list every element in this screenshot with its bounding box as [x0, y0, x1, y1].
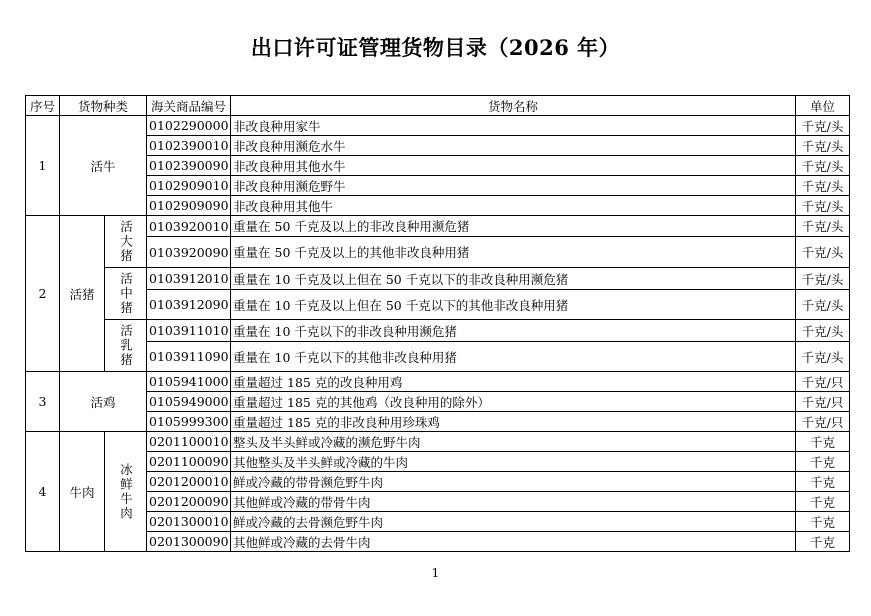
page-number: 1 [431, 566, 440, 580]
unit: 千克/头 [796, 116, 850, 136]
hs-code: 0103911010 [147, 320, 231, 342]
hs-code: 0103911090 [147, 342, 231, 372]
table-row [26, 412, 850, 432]
unit: 千克 [796, 472, 850, 492]
group-category: 活猪 [60, 216, 105, 372]
subgroup-label: 冰鲜牛肉 [105, 432, 147, 552]
hs-code: 0102390010 [147, 136, 231, 156]
table-row [26, 472, 850, 492]
page-title: 出口许可证管理货物目录（2026 年） [250, 35, 621, 60]
hs-code: 0201200010 [147, 472, 231, 492]
table-row [26, 512, 850, 532]
table-row [26, 372, 850, 392]
header-unit: 单位 [796, 96, 850, 116]
subgroup-label: 活中猪 [105, 268, 147, 320]
table-row [26, 432, 850, 452]
unit: 千克/头 [796, 176, 850, 196]
unit: 千克/头 [796, 268, 850, 290]
unit: 千克 [796, 492, 850, 512]
goods-name: 其他鲜或冷藏的带骨牛肉 [231, 492, 796, 512]
table-row [26, 392, 850, 412]
hs-code: 0102909090 [147, 196, 231, 216]
group-category: 牛肉 [60, 432, 105, 552]
goods-name: 重量在 10 千克以下的其他非改良种用猪 [231, 342, 796, 372]
subgroup-label: 活大猪 [105, 216, 147, 268]
goods-name: 鲜或冷藏的去骨濒危野牛肉 [231, 512, 796, 532]
hs-code: 0103912090 [147, 290, 231, 320]
group-category: 活鸡 [60, 372, 147, 432]
hs-code: 0103920090 [147, 237, 231, 268]
goods-name: 其他鲜或冷藏的去骨牛肉 [231, 532, 796, 552]
unit: 千克 [796, 532, 850, 552]
group-number: 2 [26, 216, 60, 372]
hs-code: 0201200090 [147, 492, 231, 512]
hs-code: 0201100010 [147, 432, 231, 452]
table-row [26, 176, 850, 196]
goods-name: 非改良种用家牛 [231, 116, 796, 136]
table-row [26, 268, 850, 290]
header-category: 货物种类 [60, 96, 147, 116]
goods-name: 非改良种用濒危野牛 [231, 176, 796, 196]
header-name: 货物名称 [231, 96, 796, 116]
hs-code: 0103912010 [147, 268, 231, 290]
unit: 千克/头 [796, 156, 850, 176]
goods-name: 重量在 10 千克及以上但在 50 千克以下的非改良种用濒危猪 [231, 268, 796, 290]
unit: 千克/头 [796, 237, 850, 268]
unit: 千克/头 [796, 136, 850, 156]
goods-name: 重量在 10 千克及以上但在 50 千克以下的其他非改良种用猪 [231, 290, 796, 320]
table-row [26, 532, 850, 552]
subgroup-label: 活乳猪 [105, 320, 147, 372]
hs-code: 0105949000 [147, 392, 231, 412]
unit: 千克/只 [796, 372, 850, 392]
unit: 千克/头 [796, 320, 850, 342]
goods-name: 重量在 50 千克及以上的非改良种用濒危猪 [231, 216, 796, 237]
unit: 千克/只 [796, 412, 850, 432]
table-row [26, 156, 850, 176]
group-number: 1 [26, 116, 60, 216]
goods-name: 重量在 50 千克及以上的其他非改良种用猪 [231, 237, 796, 268]
unit: 千克 [796, 432, 850, 452]
table-row [26, 237, 850, 268]
hs-code: 0102909010 [147, 176, 231, 196]
table-row [26, 320, 850, 342]
goods-name: 其他整头及半头鲜或冷藏的牛肉 [231, 452, 796, 472]
goods-name: 重量超过 185 克的非改良种用珍珠鸡 [231, 412, 796, 432]
table-row [26, 196, 850, 216]
export-license-table [25, 95, 850, 552]
goods-name: 非改良种用濒危水牛 [231, 136, 796, 156]
hs-code: 0201300090 [147, 532, 231, 552]
group-category: 活牛 [60, 116, 147, 216]
unit: 千克/只 [796, 392, 850, 412]
table-row [26, 492, 850, 512]
table-row [26, 116, 850, 136]
header-code: 海关商品编号 [147, 96, 231, 116]
group-number: 3 [26, 372, 60, 432]
unit: 千克/头 [796, 342, 850, 372]
table-row [26, 290, 850, 320]
hs-code: 0105999300 [147, 412, 231, 432]
unit: 千克/头 [796, 290, 850, 320]
goods-name: 重量超过 185 克的改良种用鸡 [231, 372, 796, 392]
unit: 千克 [796, 452, 850, 472]
goods-name: 非改良种用其他水牛 [231, 156, 796, 176]
goods-name: 整头及半头鲜或冷藏的濒危野牛肉 [231, 432, 796, 452]
unit: 千克/头 [796, 196, 850, 216]
hs-code: 0103920010 [147, 216, 231, 237]
table-row [26, 136, 850, 156]
hs-code: 0105941000 [147, 372, 231, 392]
goods-name: 重量在 10 千克以下的非改良种用濒危猪 [231, 320, 796, 342]
goods-name: 非改良种用其他牛 [231, 196, 796, 216]
unit: 千克/头 [796, 216, 850, 237]
goods-name: 鲜或冷藏的带骨濒危野牛肉 [231, 472, 796, 492]
hs-code: 0102390090 [147, 156, 231, 176]
goods-name: 重量超过 185 克的其他鸡（改良种用的除外） [231, 392, 796, 412]
table-row [26, 342, 850, 372]
hs-code: 0201300010 [147, 512, 231, 532]
unit: 千克 [796, 512, 850, 532]
hs-code: 0102290000 [147, 116, 231, 136]
table-row [26, 452, 850, 472]
table-row [26, 216, 850, 237]
header-no: 序号 [26, 96, 60, 116]
group-number: 4 [26, 432, 60, 552]
hs-code: 0201100090 [147, 452, 231, 472]
